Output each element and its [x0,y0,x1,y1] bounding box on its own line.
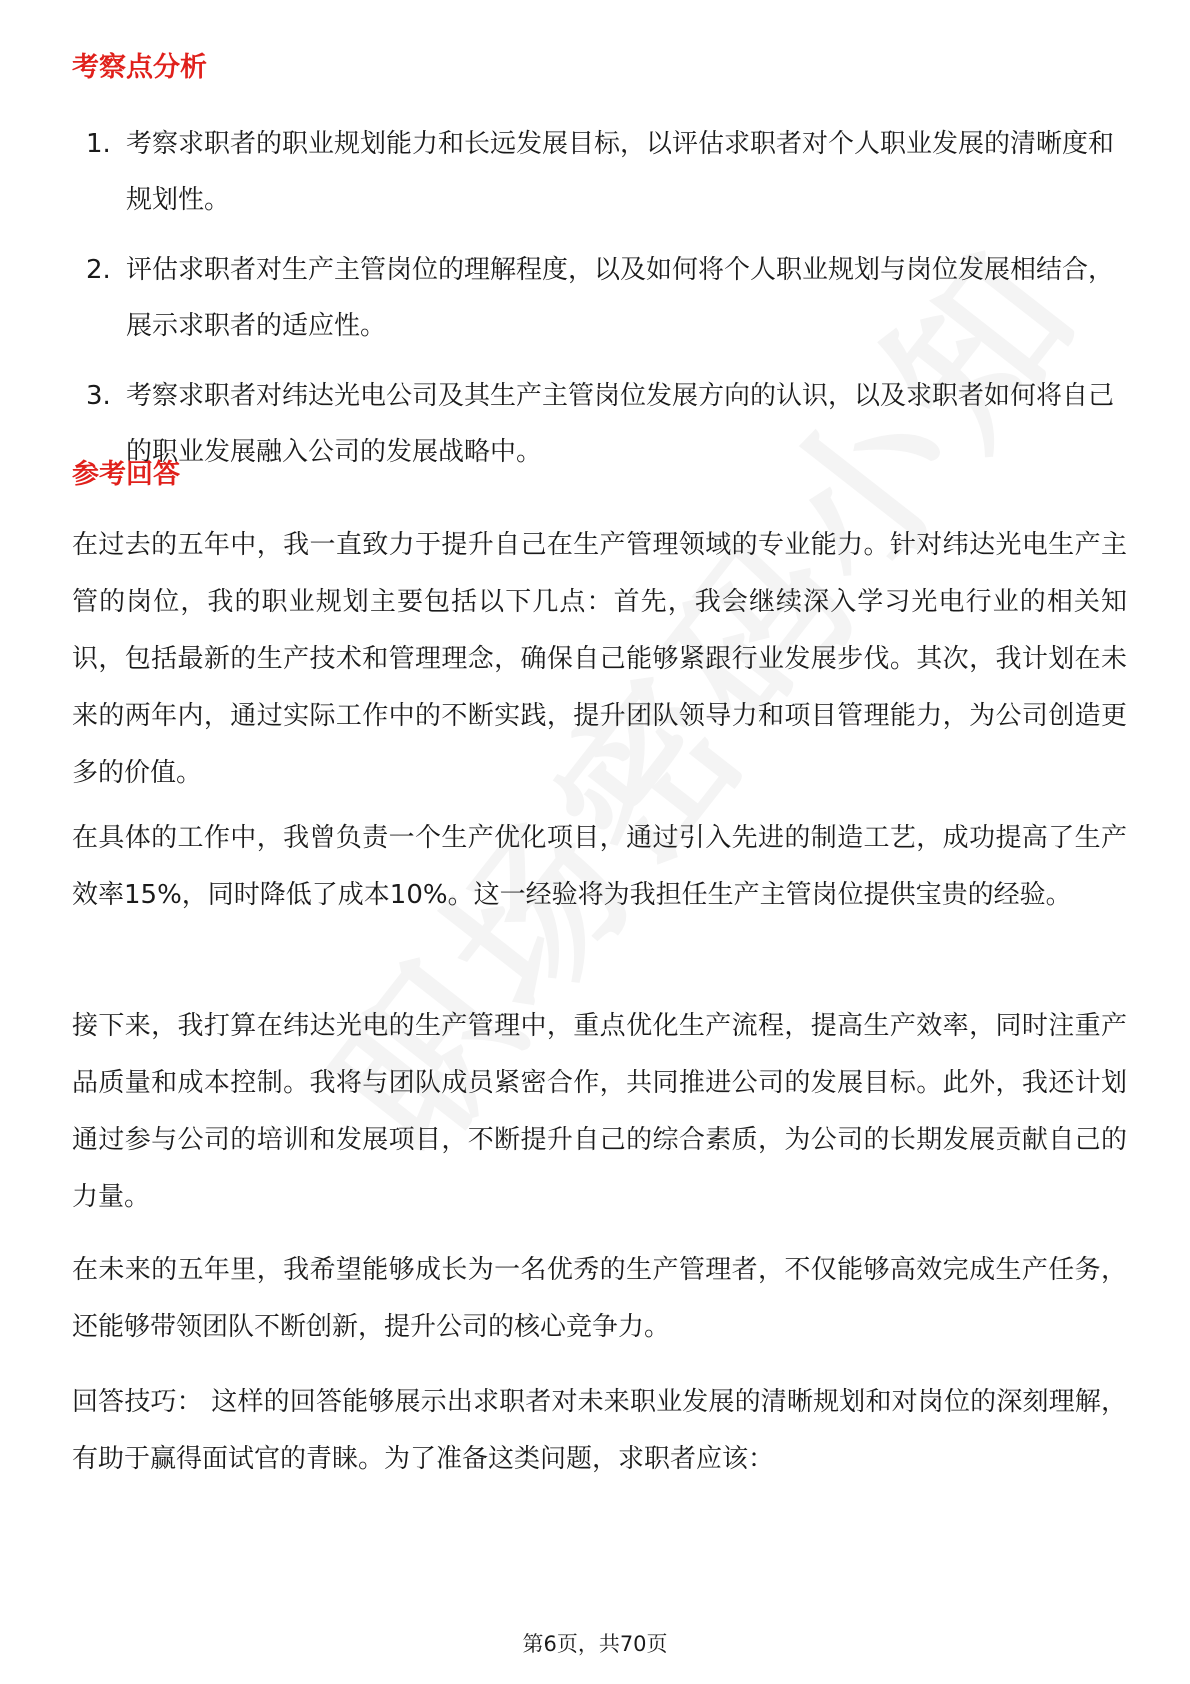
page-number: 第6页，共70页 [522,1632,668,1656]
list-number: 3. [86,381,111,411]
answer-heading: 参考回答 [72,459,180,490]
answer-tips-paragraph: 回答技巧： 这样的回答能够展示出求职者对未来职业发展的清晰规划和对岗位的深刻理解，有助于赢得面试官的青睐。为了准备这类问题，求职者应该： [72,1387,1127,1474]
analysis-list [86,116,1126,494]
list-item-text: 考察求职者对纬达光电公司及其生产主管岗位发展方向的认识，以及求职者如何将自己的职业发展融入公司的发展战略中。 [126,381,1115,467]
list-item [86,242,1126,354]
list-item-text: 考察求职者的职业规划能力和长远发展目标，以评估求职者对个人职业发展的清晰度和规划性。 [126,129,1115,215]
answer-paragraph-4: 在未来的五年里，我希望能够成长为一名优秀的生产管理者，不仅能够高效完成生产任务，还能够带领团队不断创新，提升公司的核心竞争力。 [72,1255,1127,1342]
list-item-text: 评估求职者对生产主管岗位的理解程度，以及如何将个人职业规划与岗位发展相结合，展示求职者的适应性。 [126,255,1115,341]
list-item [86,116,1126,228]
list-number: 2. [86,255,111,285]
list-number: 1. [86,129,111,159]
answer-paragraph-1: 在过去的五年中，我一直致力于提升自己在生产管理领域的专业能力。针对纬达光电生产主管的岗位，我的职业规划主要包括以下几点：首先，我会继续深入学习光电行业的相关知识，包括最新的生产技术和管理理念，确保自己能够紧跟行业发展步伐。其次，我计划在未来的两年内，通过实际工作中的不断实践，提升团队领导力和项目管理能力，为公司创造更多的价值。 [72,530,1127,788]
list-item [86,368,1126,480]
analysis-heading: 考察点分析 [72,52,207,83]
answer-paragraph-2: 在具体的工作中，我曾负责一个生产优化项目，通过引入先进的制造工艺，成功提高了生产效率15%，同时降低了成本10%。这一经验将为我担任生产主管岗位提供宝贵的经验。 [72,823,1127,910]
answer-paragraph-3: 接下来，我打算在纬达光电的生产管理中，重点优化生产流程，提高生产效率，同时注重产品质量和成本控制。我将与团队成员紧密合作，共同推进公司的发展目标。此外，我还计划通过参与公司的培训和发展项目，不断提升自己的综合素质，为公司的长期发展贡献自己的力量。 [72,1011,1127,1212]
